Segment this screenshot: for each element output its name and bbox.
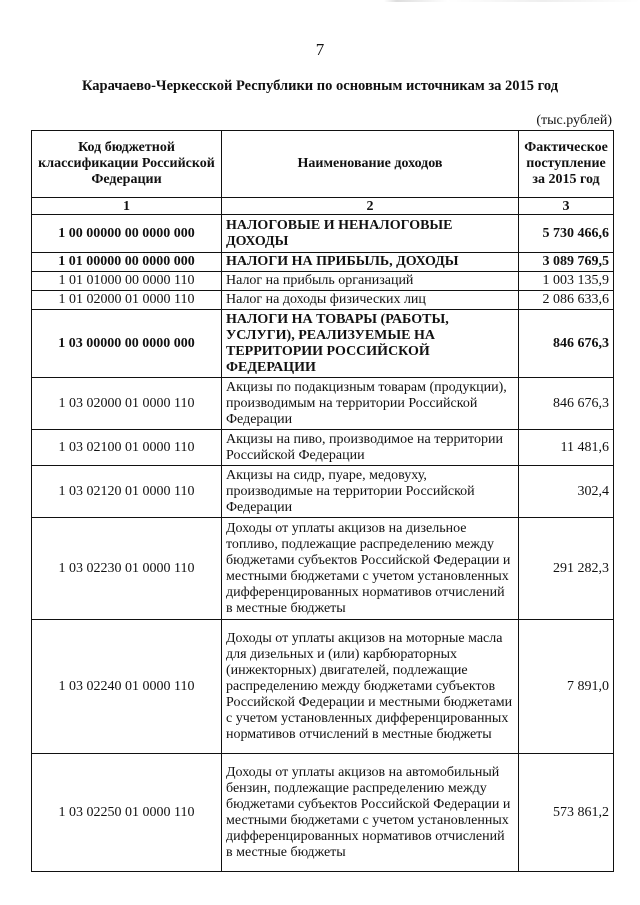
header-name: Наименование доходов	[222, 131, 519, 198]
scan-edge	[0, 0, 640, 2]
row-amount: 3 089 769,5	[519, 253, 614, 272]
row-code: 1 03 02250 01 0000 110	[32, 754, 222, 872]
row-name: Налог на доходы физических лиц	[222, 291, 519, 310]
column-number: 1	[32, 198, 222, 215]
row-amount: 573 861,2	[519, 754, 614, 872]
row-amount: 846 676,3	[519, 378, 614, 430]
row-name: НАЛОГОВЫЕ И НЕНАЛОГОВЫЕ ДОХОДЫ	[222, 215, 519, 253]
row-name: Доходы от уплаты акцизов на автомобильный бензин, подлежащие распределению между бюджетами субъектов Российской Федерации и местными бюджетами с учетом установленных дифференцированных нормативов отчислений в местные бюджеты	[222, 754, 519, 872]
row-code: 1 03 02120 01 0000 110	[32, 466, 222, 518]
row-amount: 7 891,0	[519, 620, 614, 754]
document-title: Карачаево-Черкесской Республики по основным источникам за 2015 год	[81, 78, 559, 94]
row-name: Доходы от уплаты акцизов на дизельное топливо, подлежащие распределению между бюджетами субъектов Российской Федерации и местными бюджетами с учетом установленных дифференцированных нормативов отчислений в местные бюджеты	[222, 518, 519, 620]
table-row	[32, 291, 614, 310]
row-code: 1 03 00000 00 0000 000	[32, 310, 222, 378]
row-name: Доходы от уплаты акцизов на моторные масла для дизельных и (или) карбюраторных (инжекторных) двигателей, подлежащие распределению между бюджетами субъектов Российской Федерации и местными бюджетами с учетом установленных дифференцированных нормативов отчислений в местные бюджеты	[222, 620, 519, 754]
row-code: 1 03 02100 01 0000 110	[32, 430, 222, 466]
row-name: Акцизы по подакцизным товарам (продукции), производимым на территории Российской Федерации	[222, 378, 519, 430]
row-amount: 1 003 135,9	[519, 272, 614, 291]
row-code: 1 03 02240 01 0000 110	[32, 620, 222, 754]
table-row	[32, 310, 614, 378]
table-row	[32, 620, 614, 754]
header-code: Код бюджетной классификации Российской Федерации	[32, 131, 222, 198]
header-amount: Фактическое поступление за 2015 год	[519, 131, 614, 198]
column-number-row	[32, 198, 614, 215]
table-row	[32, 215, 614, 253]
revenue-table	[31, 130, 614, 872]
table-row	[32, 430, 614, 466]
units-label: (тыс.рублей)	[536, 113, 612, 128]
row-name: Акцизы на сидр, пуаре, медовуху, производимые на территории Российской Федерации	[222, 466, 519, 518]
row-amount: 5 730 466,6	[519, 215, 614, 253]
row-code: 1 00 00000 00 0000 000	[32, 215, 222, 253]
row-name: НАЛОГИ НА ПРИБЫЛЬ, ДОХОДЫ	[222, 253, 519, 272]
row-name: Налог на прибыль организаций	[222, 272, 519, 291]
table-header-row	[32, 131, 614, 198]
row-name: Акцизы на пиво, производимое на территории Российской Федерации	[222, 430, 519, 466]
row-code: 1 03 02230 01 0000 110	[32, 518, 222, 620]
row-code: 1 01 02000 01 0000 110	[32, 291, 222, 310]
row-code: 1 01 00000 00 0000 000	[32, 253, 222, 272]
page-number: 7	[315, 40, 325, 59]
row-name: НАЛОГИ НА ТОВАРЫ (РАБОТЫ, УСЛУГИ), РЕАЛИЗУЕМЫЕ НА ТЕРРИТОРИИ РОССИЙСКОЙ ФЕДЕРАЦИИ	[222, 310, 519, 378]
table-row	[32, 466, 614, 518]
column-number: 2	[222, 198, 519, 215]
row-code: 1 01 01000 00 0000 110	[32, 272, 222, 291]
table-row	[32, 754, 614, 872]
row-amount: 846 676,3	[519, 310, 614, 378]
table-row	[32, 378, 614, 430]
row-amount: 11 481,6	[519, 430, 614, 466]
column-number: 3	[519, 198, 614, 215]
table-row	[32, 253, 614, 272]
row-code: 1 03 02000 01 0000 110	[32, 378, 222, 430]
table-row	[32, 272, 614, 291]
row-amount: 291 282,3	[519, 518, 614, 620]
row-amount: 2 086 633,6	[519, 291, 614, 310]
table-row	[32, 518, 614, 620]
row-amount: 302,4	[519, 466, 614, 518]
